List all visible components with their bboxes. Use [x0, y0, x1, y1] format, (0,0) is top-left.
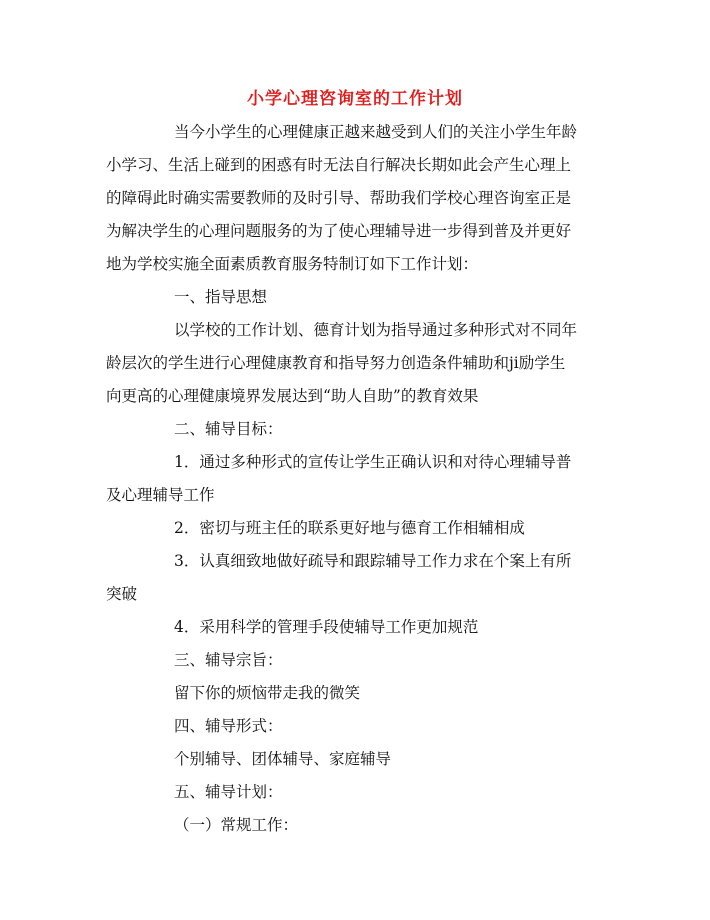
text-line: 留下你的烦恼带走我的微笑 — [174, 684, 361, 702]
text-line: 及心理辅导工作 — [106, 486, 215, 504]
document-body — [106, 116, 602, 842]
text-line: （一）常规工作： — [174, 816, 299, 834]
text-line: 2．密切与班主任的联系更好地与德育工作相辅相成 — [174, 519, 525, 537]
text-line: 1．通过多种形式的宣传让学生正确认识和对待心理辅导普 — [174, 453, 572, 471]
text-line: 四、辅导形式： — [174, 717, 283, 735]
text-line: 五、辅导计划： — [174, 783, 283, 801]
text-line: 的障碍此时确实需要教师的及时引导、帮助我们学校心理咨询室正是 — [106, 189, 572, 207]
text-line: 3．认真细致地做好疏导和跟踪辅导工作力求在个案上有所 — [174, 552, 572, 570]
text-line: 地为学校实施全面素质教育服务特制订如下工作计划： — [106, 255, 479, 273]
text-line: 突破 — [106, 585, 138, 603]
text-line: 以学校的工作计划、德育计划为指导通过多种形式对不同年 — [174, 321, 578, 339]
text-line: 龄层次的学生进行心理健康教育和指导努力创造条件辅助和ji励学生 — [106, 354, 566, 372]
text-line: 二、辅导目标： — [174, 420, 283, 438]
text-line: 4．采用科学的管理手段使辅导工作更加规范 — [174, 618, 479, 636]
text-line: 个别辅导、团体辅导、家庭辅导 — [174, 750, 392, 768]
text-line: 小学习、生活上碰到的困惑有时无法自行解决长期如此会产生心理上 — [106, 156, 572, 174]
text-line: 为解决学生的心理问题服务的为了使心理辅导进一步得到普及并更好 — [106, 222, 572, 240]
document-title: 小学心理咨询室的工作计划 — [247, 89, 463, 109]
text-line: 当今小学生的心理健康正越来越受到人们的关注小学生年龄 — [174, 123, 578, 141]
text-line: 向更高的心理健康境界发展达到“助人自助”的教育效果 — [106, 387, 479, 405]
text-line: 三、辅导宗旨： — [174, 651, 283, 669]
text-line: 一、指导思想 — [174, 288, 268, 306]
